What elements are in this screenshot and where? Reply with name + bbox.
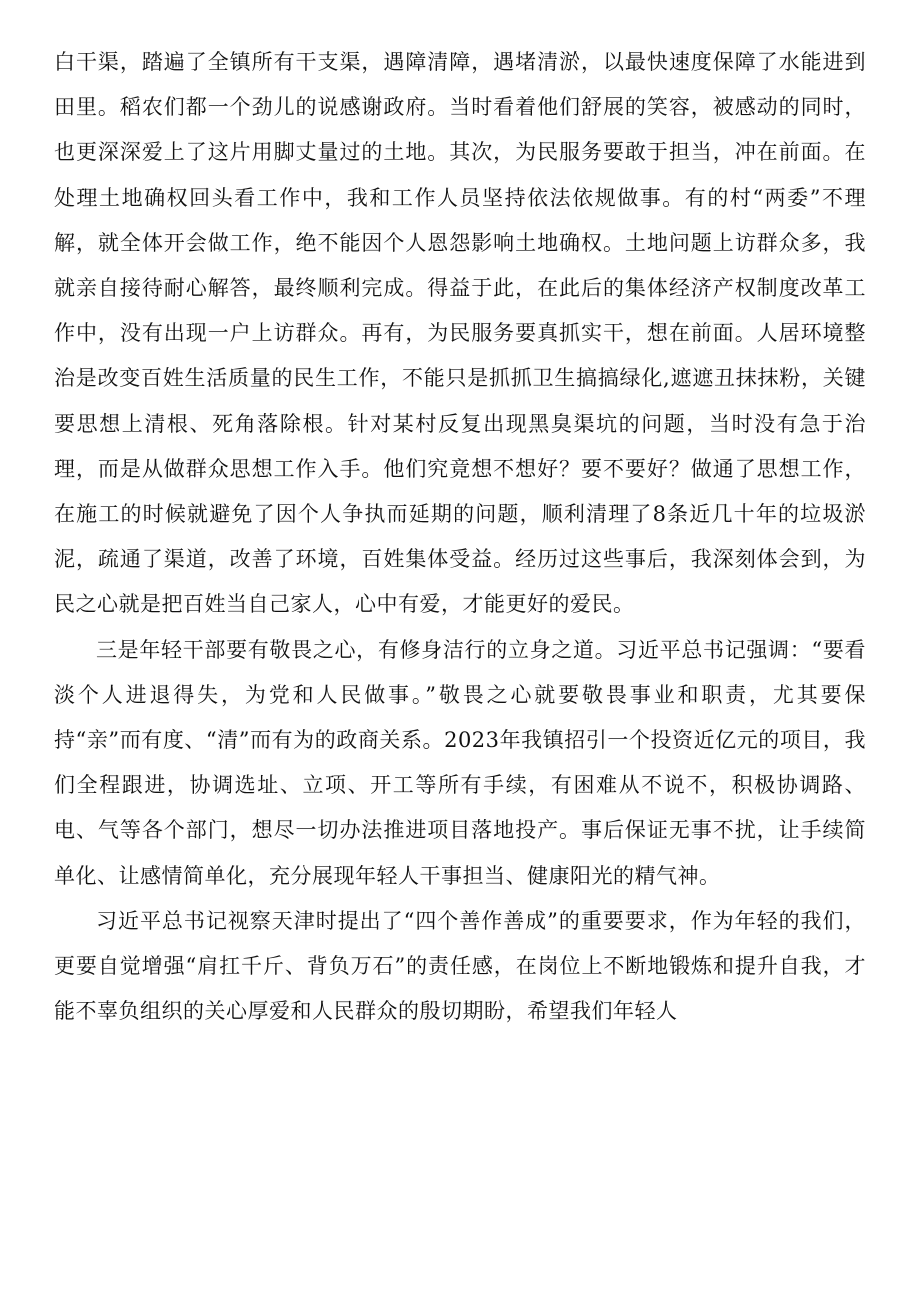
- paragraph-1: 白干渠，踏遍了全镇所有干支渠，遇障清障，遇堵清淤，以最快速度保障了水能进到田里。稻农们都一个劲儿的说感谢政府。当时看着他们舒展的笑容，被感动的同时，也更深深爱上了这片用脚丈量过的土地。其次，为民服务要敢于担当，冲在前面。在处理土地确权回头看工作中，我和工作人员坚持依法依规做事。有的村“两委”不理解，就全体开会做工作，绝不能因个人恩怨影响土地确权。土地问题上访群众多，我就亲自接待耐心解答，最终顺利完成。得益于此，在此后的集体经济产权制度改革工作中，没有出现一户上访群众。再有，为民服务要真抓实干，想在前面。人居环境整治是改变百姓生活质量的民生工作，不能只是抓抓卫生搞搞绿化,遮遮丑抹抹粉，关键要思想上清根、死角落除根。针对某村反复出现黑臭渠坑的问题，当时没有急于治理，而是从做群众思想工作入手。他们究竟想不想好？要不要好？做通了思想工作，在施工的时候就避免了因个人争执而延期的问题，顺利清理了8条近几十年的垃圾淤泥，疏通了渠道，改善了环境，百姓集体受益。经历过这些事后，我深刻体会到，为民之心就是把百姓当自己家人，心中有爱，才能更好的爱民。: [54, 50, 866, 617]
- document-body: [54, 40, 866, 1034]
- paragraph-3: 习近平总书记视察天津时提出了“四个善作善成”的重要要求，作为年轻的我们，更要自觉增强“肩扛千斤、背负万石”的责任感，在岗位上不断地锻炼和提升自我，才能不辜负组织的关心厚爱和人民群众的殷切期盼，希望我们年轻人: [54, 908, 866, 1024]
- paragraph-2: 三是年轻干部要有敬畏之心，有修身洁行的立身之道。习近平总书记强调：“要看淡个人进退得失，为党和人民做事。”敬畏之心就要敬畏事业和职责，尤其要保持“亲”而有度、“清”而有为的政商关系。2023年我镇招引一个投资近亿元的项目，我们全程跟进，协调选址、立项、开工等所有手续，有困难从不说不，积极协调路、电、气等各个部门，想尽一切办法推进项目落地投产。事后保证无事不扰，让手续简单化、让感情简单化，充分展现年轻人干事担当、健康阳光的精气神。: [54, 637, 866, 888]
